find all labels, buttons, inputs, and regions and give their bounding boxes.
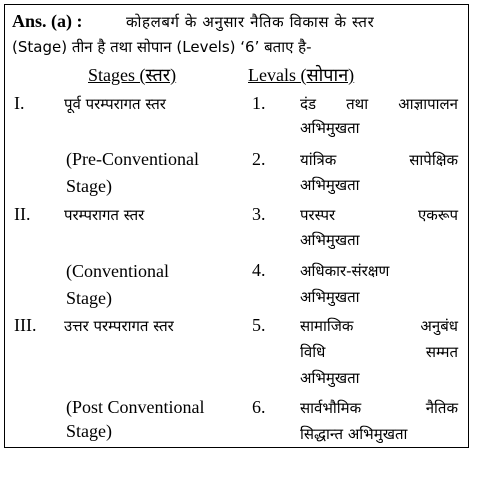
stage-1-hindi: पूर्व परम्परागत स्तर <box>64 95 166 113</box>
level-5-word3: विधि <box>300 343 326 361</box>
level-5-word4: सम्मत <box>425 343 458 361</box>
level-1-word1: दंड <box>300 95 316 113</box>
level-2-number: 2. <box>252 149 266 169</box>
level-6-word1: सार्वभौमिक <box>300 399 362 417</box>
level-3-word1: परस्पर <box>300 206 336 224</box>
answer-box <box>4 4 469 448</box>
level-5-word1: सामाजिक <box>300 317 354 335</box>
stage-3-hindi: उत्तर परम्परागत स्तर <box>64 317 174 335</box>
level-4-number: 4. <box>252 260 266 280</box>
stage-3-numeral: III. <box>14 315 37 335</box>
level-5-line1 <box>300 315 458 337</box>
level-5-line3: अभिमुखता <box>300 369 360 387</box>
stage-2-hindi: परम्परागत स्तर <box>64 206 145 224</box>
levels-header: Levals (सोपान) <box>248 65 355 85</box>
level-3-number: 3. <box>252 204 266 224</box>
stage-1-english-line1: (Pre-Conventional <box>66 149 199 169</box>
stage-2-numeral: II. <box>14 204 31 224</box>
level-5-line2 <box>300 341 458 363</box>
stages-header: Stages (स्तर) <box>88 65 177 85</box>
stage-1-numeral: I. <box>14 93 25 113</box>
level-2-word2: सापेक्षिक <box>409 151 458 169</box>
level-2-line1 <box>300 149 458 171</box>
level-4-line1: अधिकार-संरक्षण <box>300 262 390 280</box>
stage-1-english-line2: Stage) <box>66 176 112 196</box>
level-3-word2: एकरूप <box>418 206 458 224</box>
stage-2-english-line1: (Conventional <box>66 261 169 281</box>
level-1-line1 <box>300 93 458 115</box>
level-5-word2: अनुबंध <box>420 317 458 335</box>
level-5-number: 5. <box>252 315 266 335</box>
level-1-word3: आज्ञापालन <box>398 95 458 113</box>
level-2-line2: अभिमुखता <box>300 176 360 194</box>
level-3-line1 <box>300 204 458 226</box>
level-1-word2: तथा <box>346 95 369 113</box>
level-6-number: 6. <box>252 397 266 417</box>
intro-line-2: (Stage) तीन है तथा सोपान (Levels) ‘6’ बताए है- <box>12 38 312 56</box>
level-6-line1 <box>300 397 458 419</box>
level-1-line2: अभिमुखता <box>300 119 360 137</box>
level-3-line2: अभिमुखता <box>300 231 360 249</box>
answer-prefix: Ans. (a) : <box>12 11 83 31</box>
stage-2-english-line2: Stage) <box>66 288 112 308</box>
level-6-word2: नैतिक <box>425 399 458 417</box>
level-6-line2: सिद्धान्त अभिमुखता <box>300 425 408 443</box>
stage-3-english-line2: Stage) <box>66 421 112 441</box>
level-4-line2: अभिमुखता <box>300 288 360 306</box>
stage-3-english-line1: (Post Conventional <box>66 397 205 417</box>
level-1-number: 1. <box>252 93 266 113</box>
level-2-word1: यांत्रिक <box>300 151 337 169</box>
intro-line-1: कोहलबर्ग के अनुसार नैतिक विकास के स्तर <box>126 13 375 31</box>
